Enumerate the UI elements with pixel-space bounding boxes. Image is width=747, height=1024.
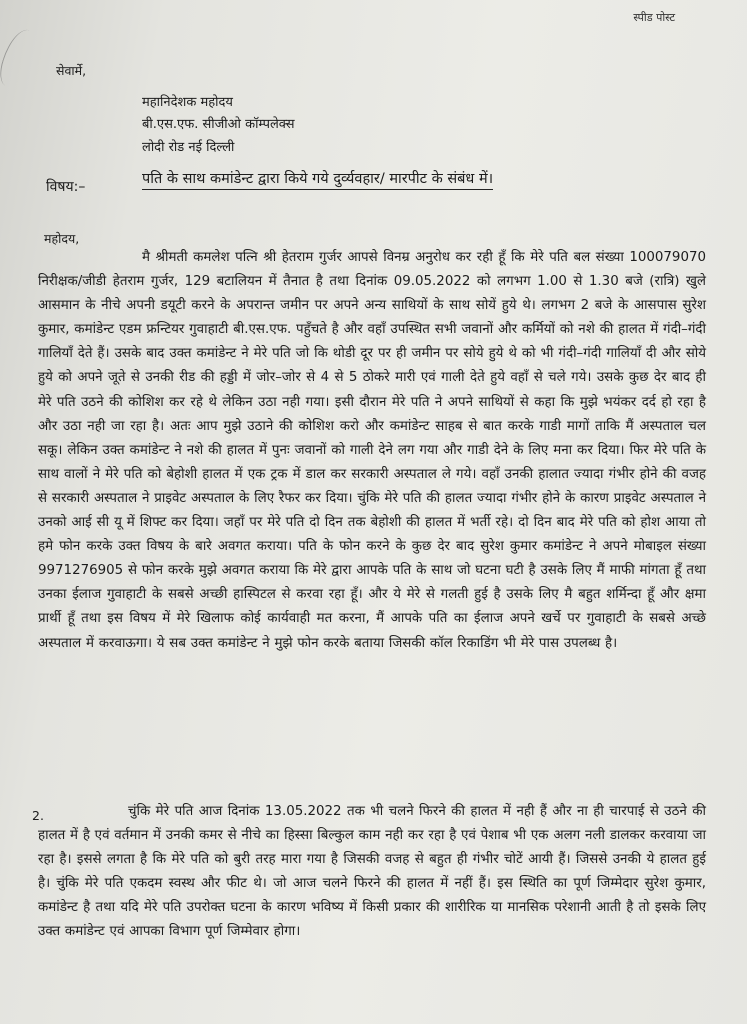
recipient-office: बी.एस.एफ. सीजीओ कॉम्पलेक्स — [142, 117, 295, 132]
greeting: महोदय, — [44, 231, 80, 246]
salutation-top: सेवार्मे, — [56, 63, 87, 78]
paragraph-1: मै श्रीमती कमलेश पत्नि श्री हेतराम गुर्जर आपसे विनम्र अनुरोध कर रही हूँ कि मेरे पति बल संख्या 100079070 निरीक्षक/जीडी हेतराम गुर्जर, 129 बटालियन में तैनात है तथा दिनांक 09.05.2022 को लगभग 1.00 से 1.30 बजे (रात्रि) खुले आसमान के नीचे अपनी डयूटी करने के अपरान्त जमीन पर अपने अन्य साथियों के साथ सोयें हुये थे। लगभग 2 बजे के आसपास सुरेश कुमार, कमांडेन्ट एडम फ्रन्टियर गुवाहाटी बी.एस.एफ. पहुँचते है और वहाँ उपस्थित सभी जवानों और कर्मियों को नशे की हालत में गंदी–गंदी गालियाँ देते हैं। उसके बाद उक्त कमांडेन्ट ने मेरे पति जो कि थोडी दूर पर ही जमीन पर सोये हुये थे को भी गंदी–गंदी गालियाँ दी और सोये हुये को अपने जूते से उनकी रीड की हड्डी में जोर–जोर से 4 से 5 ठोकरे मारी एवं गाली देते हुये वहाँ से चले गये। उसके कुछ देर बाद ही मेरे पति उठने की कोशिश कर रहे थे लेकिन उठा नही गया। इसी दौरान मेरे पति ने अपने साथियों से कहा कि मुझे भयंकर दर्द हो रहा है और उठा नही जा रहा है। अतः आप मुझे उठाने की कोशिश करो और कमांडेन्ट साहब से बात करके गाडी मागों ताकि मैं अस्पताल चल सकू। लेकिन उक्त कमांडेन्ट ने नशे की हालत में पुनः जवानों को गाली देने लग गया और गाडी देने के लिए मना कर दिया। फिर मेरे पति के साथ वालों ने मेरे पति को बेहोशी हालत में एक ट्रक में डाल कर सरकारी अस्पताल ले गये। वहाँ उनकी हालात ज्यादा गंभीर होने की वजह से सरकारी अस्पताल ने प्राइवेट अस्पताल के लिए रैफर कर दिया। चुंकि मेरे पति की हालत ज्यादा गंभीर होने के कारण प्राइवेट अस्पताल ने उनको आई सी यू में शिफ्ट कर दिया। जहाँ पर मेरे पति दो दिन तक बेहोशी की हालत में भर्ती रहे। दो दिन बाद मेरे पति को होश आया तो हमे फोन करके उक्त विषय के बारे अवगत कराया। पति के फोन करने के कुछ देर बाद सुरेश कुमार कमांडेन्ट ने अपने मोबाइल संख्या 9971276905 से फोन करके मुझे अवगत कराया कि मेरे द्वारा आपके पति के साथ जो घटना घटी है उसके लिए मैं माफी मांगता हूँ तथा उनका ईलाज गुवाहाटी के सबसे अच्छी हास्पिटल से करवा रहा हूँ। और ये मेरे से गलती हुई है उसके लिए मै बहुत शर्मिन्दा हूँ और क्षमा प्रार्थी हूँ तथा इस विषय में मेरे खिलाफ कोई कार्यवाही मत करना, मैं आपके पति का ईलाज अपने खर्चे पर गुवाहाटी के सबसे अच्छे अस्पताल में करवाऊगा। ये सब उक्त कमांडेन्ट ने मुझे फोन करके बताया जिसकी कॉल रिकाडिंग भी मेरे पास उपलब्ध है। — [38, 250, 706, 651]
subject-line: पति के साथ कमांडेन्ट द्वारा किये गये दुर्व्यवहार/ मारपीट के संबंध में। — [142, 168, 493, 190]
paragraph-2-number: 2. — [32, 808, 44, 823]
recipient-location: लोदी रोड नई दिल्ली — [142, 140, 235, 155]
subject-label: विषय:– — [46, 179, 86, 195]
speed-post-label: स्पीड पोस्ट — [633, 11, 675, 24]
recipient-title: महानिदेशक महोदय — [142, 95, 233, 110]
paragraph-2: चुंकि मेरे पति आज दिनांक 13.05.2022 तक भी चलने फिरने की हालत में नही हैं और ना ही चारपाई से उठने की हालत में है एवं वर्तमान में उनकी कमर से नीचे का हिस्सा बिल्कुल काम नही कर रहा है एवं पेशाब भी एक अलग नली डालकर करवाया जा रहा है। इससे लगता है कि मेरे पति को बुरी तरह मारा गया है जिसकी वजह से बहुत ही गंभीर चोटें आयी हैं। जिससे उनकी ये हालत हुई है। चुंकि मेरे पति एकदम स्वस्थ और फीट थे। जो आज चलने फिरने की हालत में नहीं हैं। इस स्थिति का पूर्ण जिम्मेदार सुरेश कुमार, कमांडेन्ट है तथा यदि मेरे पति उपरोक्त घटना के कारण भविष्य में किसी प्रकार की शारीरिक या मानसिक परेशानी आती है तो इसके लिए उक्त कमांडेन्ट एवं आपका विभाग पूर्ण जिम्मेवार होगा। — [38, 804, 706, 940]
pen-mark — [0, 25, 40, 90]
